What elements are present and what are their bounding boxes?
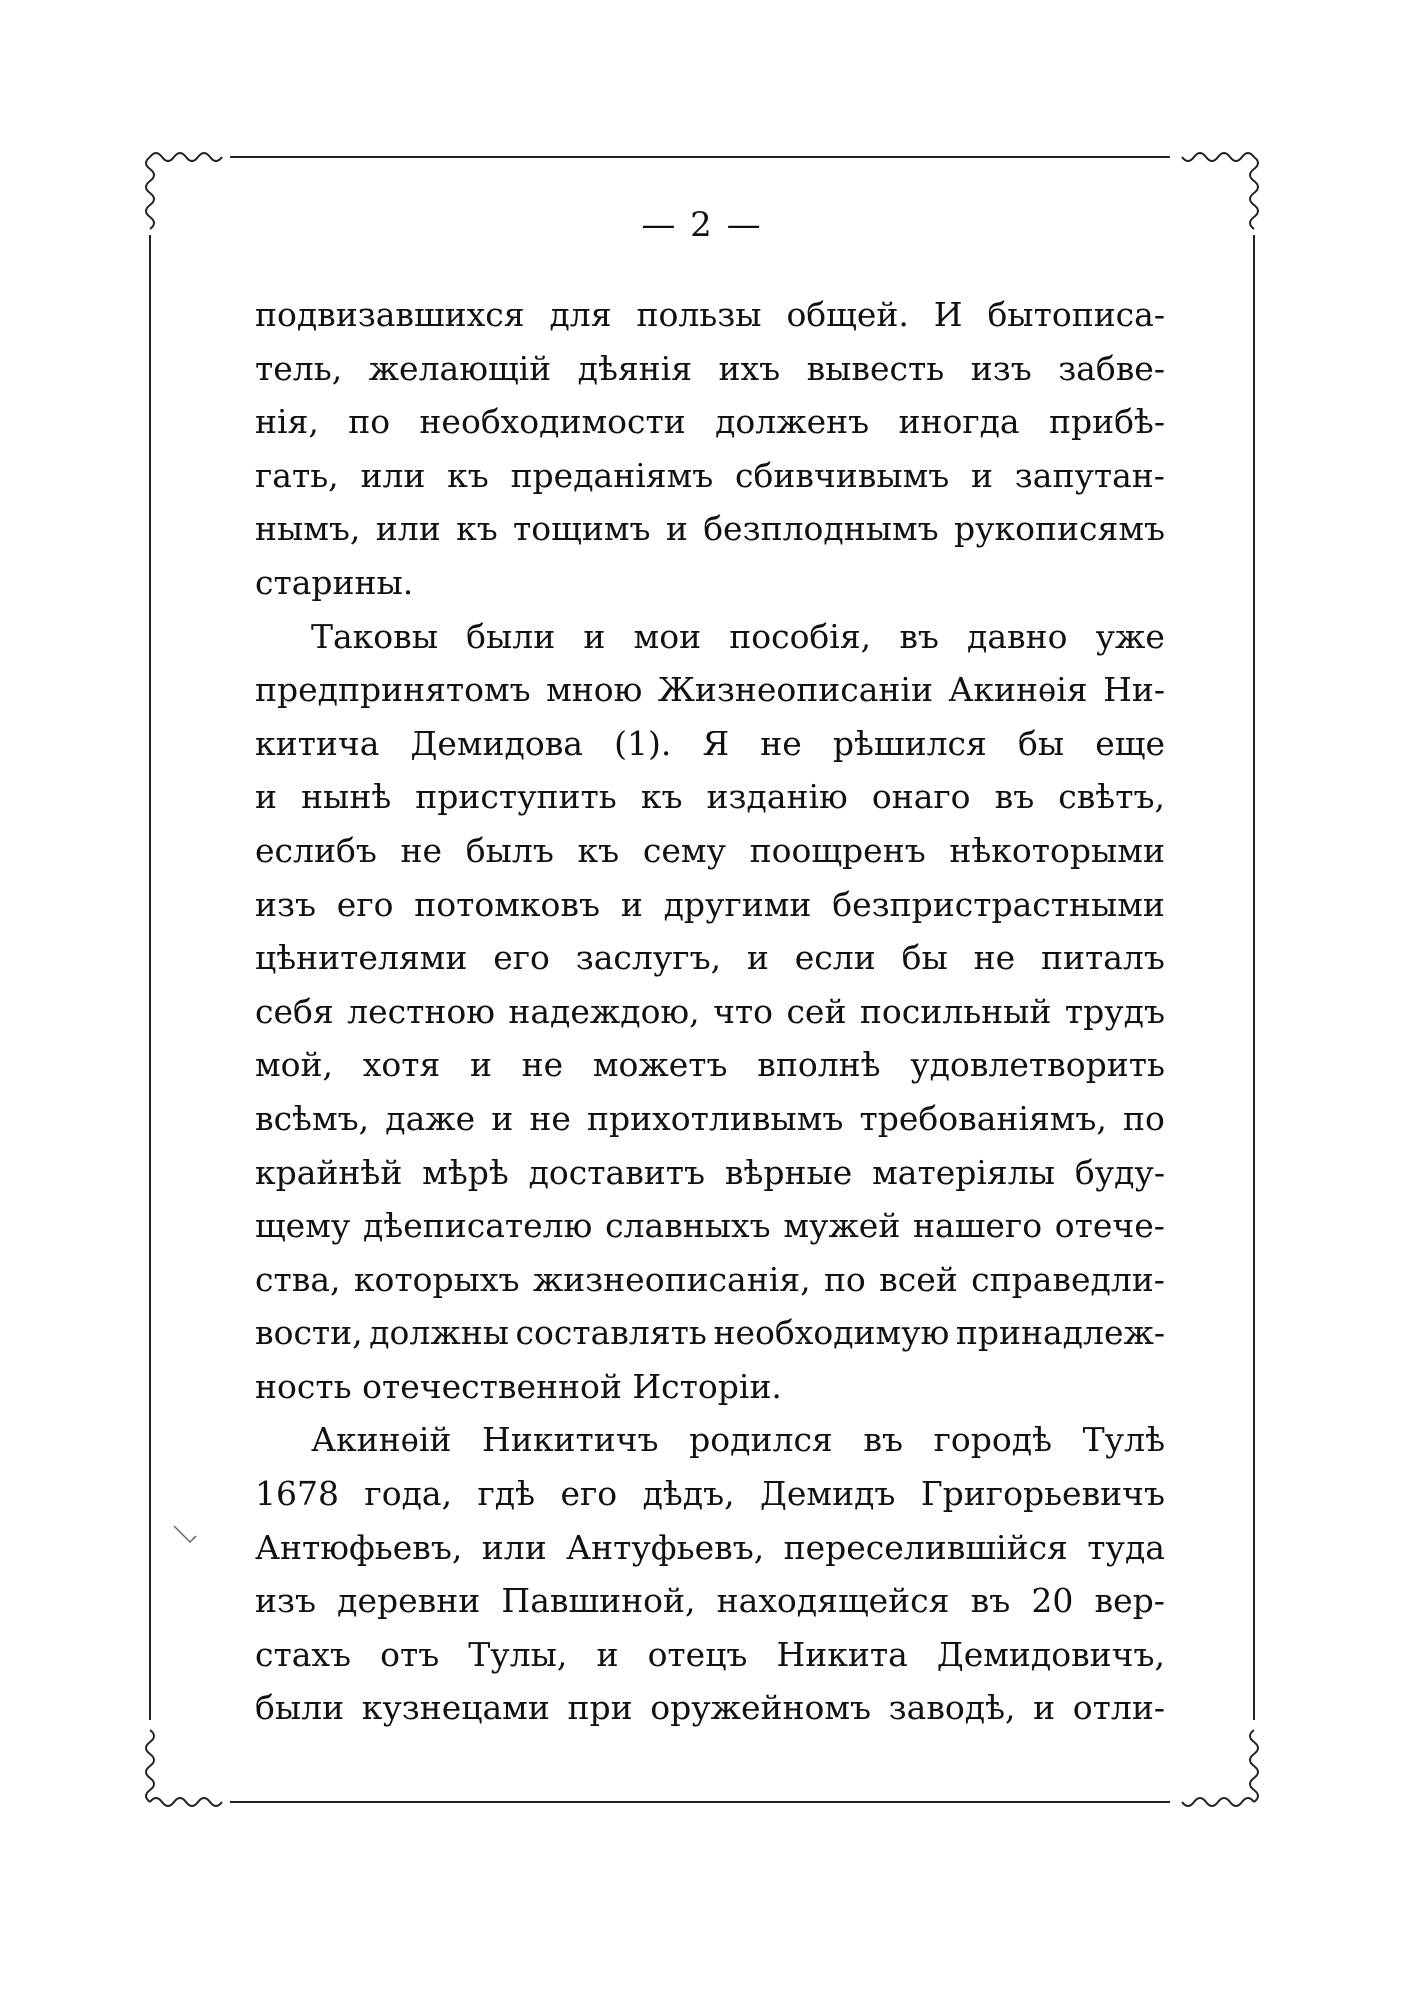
word: Антюфьевъ,: [255, 1527, 463, 1567]
text-line: [255, 556, 1165, 610]
word: и: [620, 884, 643, 924]
word: еще: [1095, 723, 1165, 763]
word: дѣеписателю: [363, 1206, 593, 1246]
word: тощимъ: [513, 509, 651, 549]
word: не: [521, 1045, 564, 1085]
word: Акинѳій: [311, 1420, 452, 1460]
word: его: [560, 1474, 618, 1514]
word: всей: [879, 1259, 958, 1299]
word: въ: [994, 777, 1035, 817]
word: свѣтъ,: [1058, 777, 1165, 817]
word: преданіямъ: [510, 455, 714, 495]
word: въ: [970, 1581, 1011, 1621]
word: надеждою,: [508, 991, 700, 1031]
word: Жизнеописаніи: [657, 670, 933, 710]
word: щему: [255, 1206, 351, 1246]
word: Никитичъ: [482, 1420, 659, 1460]
word: не: [973, 938, 1016, 978]
word: не: [760, 723, 802, 763]
word: мѣрѣ: [422, 1152, 509, 1192]
word: по: [1123, 1098, 1165, 1138]
word: и: [583, 616, 606, 656]
word: отечественной: [362, 1366, 622, 1406]
word: требованіямъ,: [859, 1098, 1107, 1138]
word: не: [529, 1098, 571, 1138]
word: вполнѣ: [757, 1045, 881, 1085]
word: сбивчивымъ: [735, 455, 950, 495]
word: нымъ,: [255, 509, 361, 549]
text-line: [255, 985, 1165, 1039]
word: безплоднымъ: [703, 509, 939, 549]
word: крайнѣй: [255, 1152, 403, 1192]
word: тель,: [255, 348, 343, 388]
text-line: [255, 1628, 1165, 1682]
word: Павшиной,: [501, 1581, 696, 1621]
word: къ: [640, 777, 683, 817]
word: что: [713, 991, 774, 1031]
text-line: [255, 1521, 1165, 1575]
word: посильный: [859, 991, 1052, 1031]
text-line: [255, 395, 1165, 449]
word: и: [255, 777, 277, 817]
word: жизнеописанія,: [532, 1259, 811, 1299]
word: матеріялы: [872, 1152, 1055, 1192]
word: Никита: [776, 1634, 908, 1674]
word: и: [469, 1045, 492, 1085]
word: нѣкоторыми: [949, 830, 1165, 870]
word: деревни: [337, 1581, 481, 1621]
margin-pencil-mark: [172, 1522, 212, 1552]
word: безпристрастными: [832, 884, 1165, 924]
word: отече-: [1054, 1206, 1165, 1246]
page-number: — 2 —: [641, 205, 763, 245]
word: вѣрные: [724, 1152, 853, 1192]
text-line: [255, 824, 1165, 878]
text-line: [255, 1146, 1165, 1200]
word: мои: [633, 616, 702, 656]
word: Ни-: [1103, 670, 1165, 710]
text-line: [255, 1413, 1165, 1467]
word: нія,: [255, 402, 319, 442]
word: цѣнителями: [255, 938, 468, 978]
word: изданію: [706, 777, 848, 817]
word: отецъ: [647, 1634, 748, 1674]
word: отли-: [1072, 1688, 1165, 1728]
word: предпринятомъ: [255, 670, 531, 710]
word: всѣмъ,: [255, 1098, 370, 1138]
word: общей.: [786, 295, 909, 334]
word: поощренъ: [749, 830, 926, 870]
word: Демидова: [410, 723, 583, 763]
word: потомковъ: [414, 884, 601, 924]
word: нынѣ: [301, 777, 392, 817]
word: составлять: [515, 1313, 707, 1353]
text-line: [255, 610, 1165, 664]
word: ихъ: [718, 348, 781, 388]
word: необходимую: [713, 1313, 950, 1353]
word: изъ: [255, 884, 316, 924]
word: сей: [786, 991, 847, 1031]
word: ства,: [255, 1259, 341, 1299]
word: переселившійся: [783, 1527, 1068, 1567]
word: даже: [385, 1098, 476, 1138]
word: и: [596, 1634, 619, 1674]
word: старины.: [255, 562, 414, 602]
word: въ: [899, 616, 939, 656]
word: или: [360, 455, 426, 495]
word: по: [348, 402, 391, 442]
word: подвизавшихся: [255, 295, 525, 334]
word: кузнецами: [361, 1688, 550, 1728]
word: Антуфьевъ,: [566, 1527, 765, 1567]
word: другими: [663, 884, 812, 924]
text-line: [255, 1253, 1165, 1307]
word: прибѣ-: [1048, 402, 1165, 442]
word: Я: [702, 723, 730, 763]
text-line: [255, 717, 1165, 771]
word: запутан-: [1014, 455, 1165, 495]
word: доставитъ: [528, 1152, 706, 1192]
word: (1).: [614, 723, 672, 763]
word: и: [665, 509, 688, 549]
word: сему: [642, 830, 726, 870]
word: еслибъ: [255, 830, 377, 870]
word: изъ: [255, 1581, 316, 1621]
word: заслугъ,: [575, 938, 722, 978]
text-line: [255, 1092, 1165, 1146]
text-line: [255, 663, 1165, 717]
word: 1678: [255, 1474, 339, 1514]
word: бы: [901, 938, 948, 978]
word: Тулѣ: [1082, 1420, 1165, 1460]
text-line: [255, 1306, 1165, 1360]
text-line: [255, 1681, 1165, 1735]
text-line: [255, 502, 1165, 556]
word: которыхъ: [353, 1259, 520, 1299]
word: и: [971, 455, 994, 495]
word: если: [794, 938, 876, 978]
word: года,: [364, 1474, 453, 1514]
word: ность: [255, 1366, 352, 1406]
word: китича: [255, 723, 380, 763]
word: не: [400, 830, 443, 870]
word: были: [466, 616, 556, 656]
word: дѣдъ,: [642, 1474, 735, 1514]
word: по: [823, 1259, 866, 1299]
word: питалъ: [1041, 938, 1165, 978]
word: буду-: [1074, 1152, 1165, 1192]
word: справедли-: [971, 1259, 1165, 1299]
word: Таковы: [311, 616, 439, 656]
text-line: [255, 878, 1165, 932]
word: долженъ: [715, 402, 870, 442]
word: къ: [447, 455, 489, 495]
word: изъ: [970, 348, 1032, 388]
word: или: [481, 1527, 547, 1567]
word: себя: [255, 991, 334, 1031]
word: при: [567, 1688, 633, 1728]
word: нашего: [913, 1206, 1043, 1246]
text-line: [255, 288, 1165, 342]
word: и: [746, 938, 769, 978]
word: уже: [1095, 616, 1165, 656]
word: трудъ: [1064, 991, 1165, 1031]
word: въ: [863, 1420, 903, 1460]
word: мужей: [783, 1206, 901, 1246]
word: и: [491, 1098, 514, 1138]
word: его: [493, 938, 550, 978]
word: приступить: [415, 777, 617, 817]
word: И: [933, 295, 963, 334]
word: бытописа-: [987, 295, 1165, 334]
word: рѣшился: [832, 723, 987, 763]
word: Тулы,: [468, 1634, 568, 1674]
word: мною: [546, 670, 643, 710]
word: прихотливымъ: [587, 1098, 844, 1138]
word: рукописямъ: [954, 509, 1165, 549]
word: вер-: [1094, 1581, 1165, 1621]
body-text: [255, 288, 1165, 1735]
word: онаго: [871, 777, 971, 817]
word: или: [375, 509, 441, 549]
word: гдѣ: [477, 1474, 536, 1514]
word: отъ: [380, 1634, 440, 1674]
word: были: [255, 1688, 345, 1728]
word: родился: [689, 1420, 833, 1460]
word: славныхъ: [605, 1206, 771, 1246]
word: его: [336, 884, 394, 924]
word: желающій: [368, 348, 552, 388]
word: удовлетворить: [910, 1045, 1165, 1085]
word: бы: [1017, 723, 1065, 763]
word: забве-: [1058, 348, 1165, 388]
word: мой,: [255, 1045, 334, 1085]
word: иногда: [898, 402, 1020, 442]
text-line: [255, 1038, 1165, 1092]
word: былъ: [465, 830, 554, 870]
word: Исторіи.: [632, 1366, 782, 1406]
word: заводѣ,: [888, 1688, 1016, 1728]
word: Акинѳія: [948, 670, 1088, 710]
word: необходимости: [419, 402, 686, 442]
word: туда: [1087, 1527, 1165, 1567]
word: для: [549, 295, 612, 334]
word: пользы: [636, 295, 762, 334]
word: гать,: [255, 455, 339, 495]
word: пособія,: [729, 616, 872, 656]
text-line: [255, 1199, 1165, 1253]
word: Григорьевичъ: [920, 1474, 1165, 1514]
word: оружейномъ: [650, 1688, 872, 1728]
text-line: [255, 342, 1165, 396]
word: стахъ: [255, 1634, 352, 1674]
text-line: [255, 1467, 1165, 1521]
word: лестною: [347, 991, 495, 1031]
word: городѣ: [933, 1420, 1053, 1460]
word: и: [1033, 1688, 1056, 1728]
word: давно: [967, 616, 1068, 656]
text-line: [255, 770, 1165, 824]
word: хотя: [362, 1045, 441, 1085]
text-line: [255, 931, 1165, 985]
word: Демидовичъ,: [936, 1634, 1165, 1674]
word: къ: [577, 830, 620, 870]
word: вости,: [255, 1313, 363, 1353]
word: къ: [456, 509, 498, 549]
word: принадлеж-: [955, 1313, 1165, 1353]
text-line: [255, 1574, 1165, 1628]
word: дѣянія: [577, 348, 693, 388]
word: вывесть: [806, 348, 945, 388]
word: должны: [369, 1313, 509, 1353]
word: находящейся: [716, 1581, 950, 1621]
text-line: [255, 449, 1165, 503]
word: 20: [1031, 1581, 1074, 1621]
word: Демидъ: [760, 1474, 896, 1514]
text-line: [255, 1360, 1165, 1414]
word: можетъ: [592, 1045, 728, 1085]
